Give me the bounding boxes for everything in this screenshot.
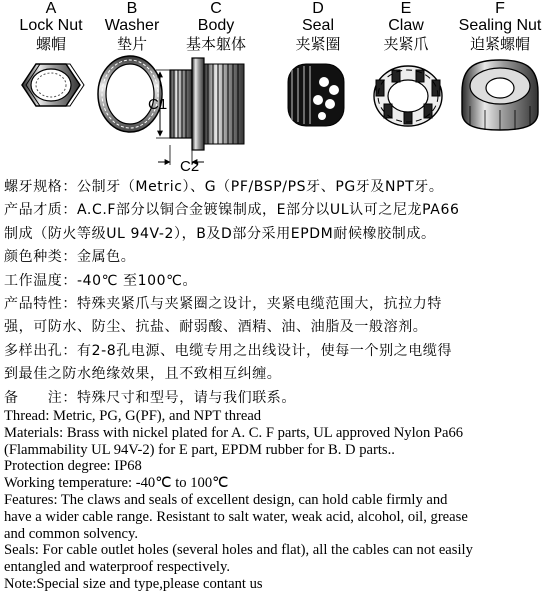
part-name-cn: 夹紧圈 <box>295 35 341 53</box>
part-name-cn: 基本躯体 <box>185 35 246 53</box>
en-materials-line2: (Flammability UL 94V-2) for E part, EPDM rubber for B. D parts.. <box>4 441 395 458</box>
sealing-nut-drawing <box>462 60 538 130</box>
en-thread: Thread: Metric, PG, G(PF), and NPT thread <box>4 408 262 424</box>
cn-material-line1: 产品才质：A.C.F部分以铜合金镀镍制成，E部分以UL认可之尼龙PA66 <box>4 202 460 219</box>
lock-nut-drawing <box>22 64 84 106</box>
part-letter: D <box>312 0 324 17</box>
en-seals-line1: Seals: For cable outlet holes (several holes and flat), all the cables can not easily <box>4 542 473 559</box>
part-letter: E <box>400 0 412 17</box>
part-name-en: Seal <box>301 17 335 34</box>
cn-holes-line1: 多样出孔：有2-8孔电源、电缆专用之出线设计，使每一个别之电缆得 <box>4 342 453 359</box>
cn-features-line1: 产品特性：特殊夹紧爪与夹紧圈之设计，夹紧电缆范围大，抗拉力特 <box>4 296 442 313</box>
english-specifications <box>4 408 556 593</box>
part-letter: C <box>210 0 222 17</box>
en-temperature: Working temperature: -40℃ to 100℃ <box>4 475 229 492</box>
part-name-en: Lock Nut <box>19 17 83 34</box>
en-features-line2: have a wider cable range. Resistant to salt water, weak acid, alcohol, oil, grease <box>4 508 468 525</box>
part-letter: B <box>126 0 138 17</box>
part-letter: F <box>495 0 505 17</box>
en-features-line1: Features: The claws and seals of excellent design, can hold cable firmly and <box>4 491 448 508</box>
part-name-cn: 螺帽 <box>35 35 66 53</box>
part-name-cn: 迫紧螺帽 <box>469 35 530 53</box>
cn-temperature: 工作温度：-40℃ 至100℃。 <box>4 272 198 289</box>
body-drawing <box>148 58 244 175</box>
cn-features-line2: 强，可防水、防尘、抗盐、耐弱酸、酒精、油、油脂及一般溶剂。 <box>4 319 428 336</box>
claw-drawing <box>374 66 442 126</box>
part-name-cn: 垫片 <box>116 35 147 53</box>
washer-drawing <box>98 56 162 132</box>
part-name-en: Claw <box>388 17 424 34</box>
parts-drawing <box>0 0 556 175</box>
en-seals-line2: entangled and waterproof respectively. <box>4 559 230 576</box>
en-features-line3: and common solvency. <box>4 525 139 542</box>
part-name-en: Washer <box>104 17 160 34</box>
en-materials-line1: Materials: Brass with nickel plated for A. C. F parts, UL approved Nylon Pa66 <box>4 424 464 441</box>
part-name-en: Sealing Nut <box>458 17 542 34</box>
seal-drawing <box>288 64 344 126</box>
part-letter: A <box>45 0 57 17</box>
cn-material-line2: 制成（防火等级UL 94V-2），B及D部分采用EPDM耐候橡胶制成。 <box>4 225 436 242</box>
cn-holes-line2: 到最佳之防水绝缘效果，且不致相互纠缠。 <box>4 366 282 383</box>
part-name-cn: 夹紧爪 <box>383 35 429 53</box>
cn-note: 备 注：特殊尺寸和型号，请与我们联系。 <box>4 389 296 406</box>
cn-color: 颜色种类：金属色。 <box>4 249 136 266</box>
en-protection: Protection degree: IP68 <box>4 458 142 475</box>
en-note: Note:Special size and type,please contant us <box>4 575 263 592</box>
part-name-en: Body <box>197 17 235 34</box>
chinese-specifications <box>4 176 556 410</box>
dim-c1-label: C1 <box>148 96 168 113</box>
dim-c2-label: C2 <box>180 158 200 175</box>
cn-thread: 螺牙规格：公制牙（Metric）、G（PF/BSP/PS牙、PG牙及NPT牙。 <box>4 179 444 195</box>
parts-illustration <box>0 0 556 175</box>
